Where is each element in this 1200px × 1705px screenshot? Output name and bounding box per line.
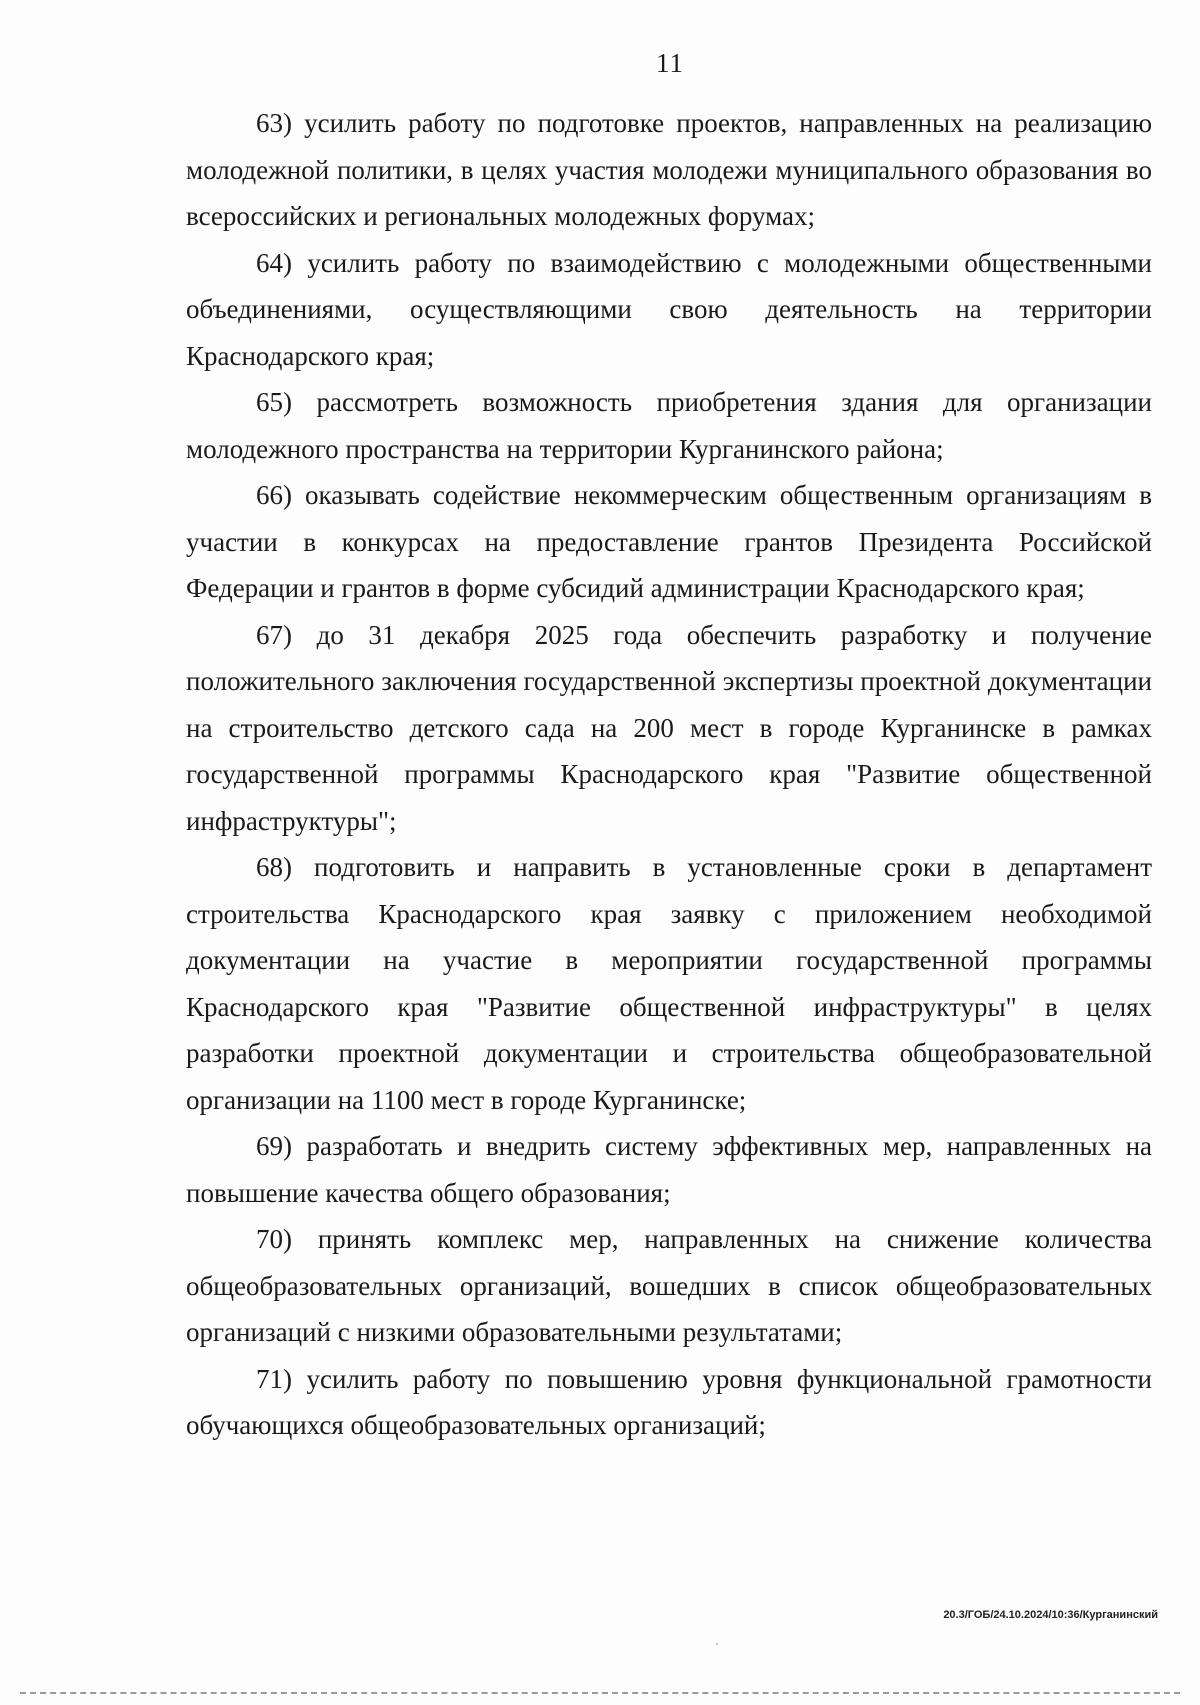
scan-artifact-dot [716, 1643, 718, 1645]
list-item-68: 68) подготовить и направить в установленные сроки в департамент строительства Краснодарского края заявку с приложением необходимой документации на участие в мероприятии государственной программы Краснодарского края "Развитие общественной инфраструктуры" в целях разработки проектной документации и строительства общеобразовательной организации на 1100 мест в городе Курганинске; [186, 852, 1152, 1115]
list-item-70: 70) принять комплекс мер, направленных на снижение количества общеобразовательных организаций, вошедших в список общеобразовательных организаций с низкими образовательными результатами; [186, 1224, 1152, 1347]
list-item-64: 64) усилить работу по взаимодействию с молодежными общественными объединениями, осуществляющими свою деятельность на территории Краснодарского края; [186, 247, 1152, 371]
document-body [186, 100, 1152, 1449]
list-item-66: 66) оказывать содействие некоммерческим общественным организациям в участии в конкурсах на предоставление грантов Президента Российской Федерации и грантов в форме субсидий администрации Краснодарского края; [186, 480, 1152, 603]
list-item-65: 65) рассмотреть возможность приобретения здания для организации молодежного пространства на территории Курганинского района; [186, 387, 1152, 464]
list-item-69: 69) разработать и внедрить систему эффективных мер, направленных на повышение качества общего образования; [186, 1131, 1152, 1208]
bottom-scan-edge-rule [20, 1692, 1180, 1694]
list-item-63: 63) усилить работу по подготовке проектов, направленных на реализацию молодежной политики, в целях участия молодежи муниципального образования во всероссийских и региональных молодежных форумах; [186, 108, 1152, 231]
list-item-67: 67) до 31 декабря 2025 года обеспечить разработку и получение положительного заключения государственной экспертизы проектной документации на строительство детского сада на 200 мест в городе Курганинске в рамках государственной программы Краснодарского края "Развитие общественной инфраструктуры"; [186, 619, 1152, 836]
footer-registration-stamp: 20.3/ГОБ/24.10.2024/10:36/Курганинский [943, 1609, 1158, 1621]
page-number: 11 [656, 48, 684, 78]
list-item-71: 71) усилить работу по повышению уровня функциональной грамотности обучающихся общеобразовательных организаций; [186, 1363, 1152, 1440]
